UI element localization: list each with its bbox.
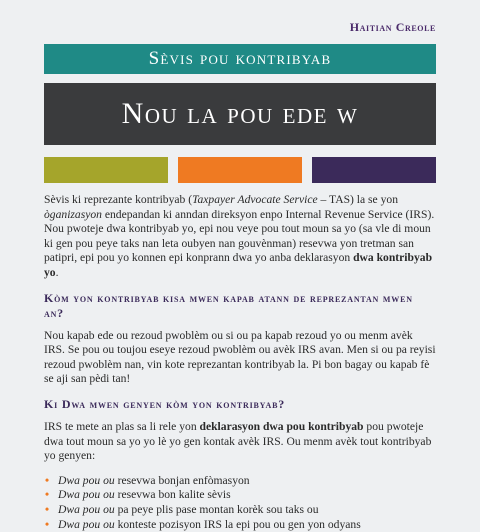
right-lead: Dwa pou ou: [58, 503, 115, 516]
section1-paragraph: Nou kapab ede ou rezoud pwoblèm ou si ou pa kapab rezoud yo ou menm avèk IRS. Se pou ou toujou eseye rezoud pwoblèm ou avèk IRS avan. Men si ou pa reyisi rezoud pwoblèm nan, vin kote reprezantan kontribyab la. Pi bon bagay ou kapab fè se aji san pèdi tan!: [44, 329, 436, 387]
right-text: resevwa bonjan enfòmasyon: [115, 474, 250, 487]
intro-text-a: Sèvis ki reprezante kontribyab (: [44, 193, 192, 206]
headline-title: Nou la pou ede w: [122, 97, 359, 131]
right-text: pa peye plis pase montan korèk sou taks ou: [115, 503, 319, 516]
section2-text-a: IRS te mete an plas sa li rele yon: [44, 420, 200, 433]
list-item: [44, 488, 436, 503]
rights-list: [44, 474, 436, 532]
intro-paragraph: [44, 193, 436, 281]
document-body: [44, 193, 436, 532]
bullet-dot-icon: •: [45, 488, 49, 503]
list-item: [44, 518, 436, 532]
list-item: [44, 474, 436, 489]
right-lead: Dwa pou ou: [58, 518, 115, 531]
intro-text-end: .: [56, 266, 59, 279]
service-title: Sèvis pou kontribyab: [149, 48, 332, 70]
section2-bold-term: deklarasyon dwa pou kontribyab: [200, 420, 364, 433]
right-lead: Dwa pou ou: [58, 474, 115, 487]
bullet-dot-icon: •: [45, 518, 49, 532]
section2-text-b: pou pwoteje dwa tout moun sa yo yo lè yo gen kontak avèk IRS. Ou menm avèk tout kontribyab yo genyen:: [44, 420, 431, 462]
right-lead: Dwa pou ou: [58, 488, 115, 501]
purple-color-bar: [312, 157, 436, 183]
bullet-dot-icon: •: [45, 474, 49, 489]
section1-heading: Kòm yon kontribyab kisa mwen kapab atann de reprezantan mwen an?: [44, 291, 436, 321]
list-item: [44, 503, 436, 518]
section2-paragraph: [44, 420, 436, 464]
right-text: resevwa bon kalite sèvis: [115, 488, 231, 501]
section2-heading: Ki Dwa mwen genyen kòm yon kontribyab?: [44, 397, 436, 412]
olive-color-bar: [44, 157, 168, 183]
bullet-dot-icon: •: [45, 503, 49, 518]
language-label: Haitian Creole: [350, 20, 436, 35]
intro-english-name: Taxpayer Advocate Service: [192, 193, 318, 206]
service-banner: [44, 44, 436, 74]
headline-banner: [44, 83, 436, 145]
intro-text-b: – TAS) la se yon: [318, 193, 398, 206]
right-text: konteste pozisyon IRS la epi pou ou gen yon odyans: [115, 518, 361, 531]
intro-bold-term: dwa kontribyab yo: [44, 251, 432, 279]
intro-organization-word: òganizasyon: [44, 208, 102, 221]
intro-text-c: endepandan ki anndan direksyon enpo Internal Revenue Service (IRS). Nou pwoteje dwa kontribyab yo, epi nou veye pou tout moun sa yo (sa vle di moun ki gen pou peye taks nan leta oubyen nan gouvènman) resevwa yon tretman san patipri, epi pou yo konnen epi konprann dwa yo anba deklarasyon: [44, 208, 434, 265]
orange-color-bar: [178, 157, 302, 183]
